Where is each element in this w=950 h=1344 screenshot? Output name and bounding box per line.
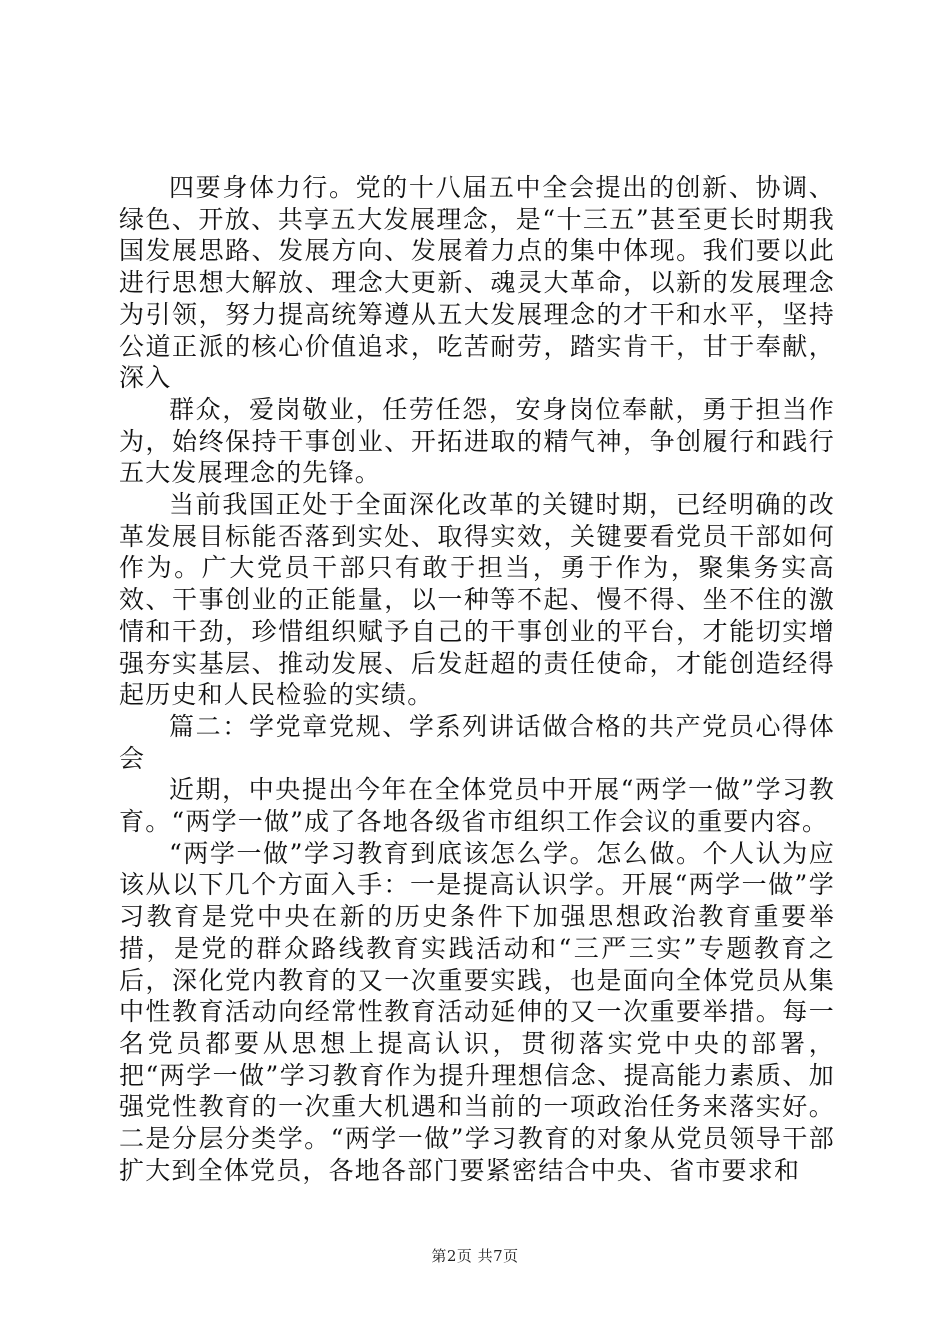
page-footer: 第2页 共7页 [431, 1247, 519, 1265]
paragraph: 四要身体力行。党的十八届五中全会提出的创新、协调、绿色、开放、共享五大发展理念，是“十三五”甚至更长时期我国发展思路、发展方向、发展着力点的集中体现。我们要以此进行思想大解放、理念大更新、魂灵大革命，以新的发展理念为引领，努力提高统筹遵从五大发展理念的才干和水平，坚持公道正派的核心价值追求，吃苦耐劳，踏实肯干，甘于奉献，深入 [119, 173, 835, 393]
paragraph: 近期，中央提出今年在全体党员中开展“两学一做”学习教育。“两学一做”成了各地各级省市组织工作会议的重要内容。 [119, 775, 835, 837]
document-body [119, 172, 835, 1187]
paragraph: 当前我国正处于全面深化改革的关键时期，已经明确的改革发展目标能否落到实处、取得实效，关键要看党员干部如何作为。广大党员干部只有敢于担当，勇于作为，聚集务实高效、干事创业的正能量，以一种等不起、慢不得、坐不住的激情和干劲，珍惜组织赋予自己的干事创业的平台，才能切实增强夯实基层、推动发展、后发赶超的责任使命，才能创造经得起历史和人民检验的实绩。 [119, 490, 835, 710]
paragraph: 群众，爱岗敬业，任劳任怨，安身岗位奉献，勇于担当作为，始终保持干事创业、开拓进取的精气神，争创履行和践行五大发展理念的先锋。 [119, 394, 835, 488]
section-heading: 篇二：学党章党规、学系列讲话做合格的共产党员心得体会 [119, 711, 835, 773]
paragraph: “两学一做”学习教育到底该怎么学。怎么做。个人认为应该从以下几个方面入手：一是提高认识学。开展“两学一做”学习教育是党中央在新的历史条件下加强思想政治教育重要举措，是党的群众路线教育实践活动和“三严三实”专题教育之后，深化党内教育的又一次重要实践，也是面向全体党员从集中性教育活动向经常性教育活动延伸的又一次重要举措。每一名党员都要从思想上提高认识，贯彻落实党中央的部署，把“两学一做”学习教育作为提升理想信念、提高能力素质、加强党性教育的一次重大机遇和当前的一项政治任务来落实好。二是分层分类学。“两学一做”学习教育的对象从党员领导干部扩大到全体党员，各地各部门要紧密结合中央、省市要求和 [119, 838, 835, 1185]
